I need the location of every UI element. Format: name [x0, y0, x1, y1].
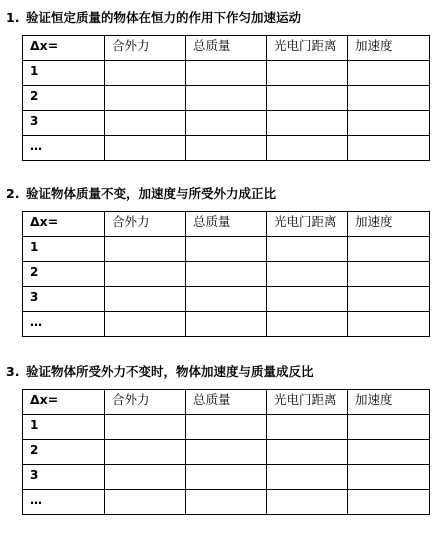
- table-cell: [186, 287, 267, 312]
- table-cell: [348, 136, 430, 161]
- section-title: 验证物体所受外力不变时，物体加速度与质量成反比: [26, 364, 314, 379]
- table-row: [23, 136, 430, 161]
- row-label: 1: [23, 237, 105, 262]
- row-label: …: [23, 312, 105, 337]
- table-cell: [348, 440, 430, 465]
- table-row: [23, 86, 430, 111]
- table-row: [23, 262, 430, 287]
- header-row: [23, 36, 430, 61]
- table-cell: [105, 415, 186, 440]
- header-cell-gate-distance: 光电门距离: [267, 390, 348, 415]
- row-label: 3: [23, 287, 105, 312]
- table-cell: [267, 287, 348, 312]
- table-row: [23, 490, 430, 515]
- table-cell: [186, 490, 267, 515]
- table-cell: [105, 312, 186, 337]
- header-cell-gate-distance: 光电门距离: [267, 36, 348, 61]
- table-cell: [348, 237, 430, 262]
- table-cell: [348, 86, 430, 111]
- table-cell: [105, 136, 186, 161]
- header-row: [23, 390, 430, 415]
- table-cell: [105, 262, 186, 287]
- header-cell-delta-x: Δx=: [23, 212, 105, 237]
- section-title: 验证物体质量不变，加速度与所受外力成正比: [26, 186, 277, 201]
- section-heading: [6, 364, 314, 380]
- header-cell-acceleration: 加速度: [348, 36, 430, 61]
- table-cell: [267, 61, 348, 86]
- row-label: …: [23, 490, 105, 515]
- table-cell: [186, 111, 267, 136]
- row-label: 2: [23, 86, 105, 111]
- table-cell: [186, 465, 267, 490]
- row-label: 2: [23, 262, 105, 287]
- header-row: [23, 212, 430, 237]
- header-cell-net-force: 合外力: [105, 36, 186, 61]
- row-label: 1: [23, 61, 105, 86]
- section-heading: [6, 186, 276, 202]
- header-cell-total-mass: 总质量: [186, 390, 267, 415]
- section-heading: [6, 10, 301, 26]
- data-table: [22, 35, 430, 161]
- table-row: [23, 237, 430, 262]
- table-cell: [105, 440, 186, 465]
- data-table: [22, 211, 430, 337]
- header-cell-delta-x: Δx=: [23, 390, 105, 415]
- table-cell: [105, 86, 186, 111]
- table-row: [23, 465, 430, 490]
- table-cell: [267, 86, 348, 111]
- table-cell: [267, 136, 348, 161]
- row-label: 3: [23, 465, 105, 490]
- data-table: [22, 389, 430, 515]
- table-cell: [348, 465, 430, 490]
- header-cell-net-force: 合外力: [105, 212, 186, 237]
- table-cell: [267, 111, 348, 136]
- table-cell: [186, 262, 267, 287]
- row-label: 3: [23, 111, 105, 136]
- row-label: 2: [23, 440, 105, 465]
- table-cell: [186, 237, 267, 262]
- header-cell-acceleration: 加速度: [348, 390, 430, 415]
- table-cell: [267, 490, 348, 515]
- table-cell: [267, 312, 348, 337]
- section-title: 验证恒定质量的物体在恒力的作用下作匀加速运动: [26, 10, 302, 25]
- table-cell: [186, 61, 267, 86]
- header-cell-delta-x: Δx=: [23, 36, 105, 61]
- header-cell-gate-distance: 光电门距离: [267, 212, 348, 237]
- table-row: [23, 61, 430, 86]
- table-cell: [348, 111, 430, 136]
- table-cell: [186, 440, 267, 465]
- table-cell: [348, 61, 430, 86]
- table-cell: [267, 262, 348, 287]
- table-cell: [186, 86, 267, 111]
- table-cell: [105, 287, 186, 312]
- table-row: [23, 440, 430, 465]
- table-row: [23, 312, 430, 337]
- table-cell: [267, 415, 348, 440]
- table-cell: [105, 61, 186, 86]
- table-row: [23, 111, 430, 136]
- table-cell: [348, 287, 430, 312]
- row-label: …: [23, 136, 105, 161]
- header-cell-total-mass: 总质量: [186, 36, 267, 61]
- table-cell: [105, 111, 186, 136]
- table-cell: [267, 440, 348, 465]
- table-cell: [186, 312, 267, 337]
- header-cell-acceleration: 加速度: [348, 212, 430, 237]
- table-cell: [348, 312, 430, 337]
- header-cell-net-force: 合外力: [105, 390, 186, 415]
- section-number: 2.: [6, 186, 20, 201]
- section-number: 1.: [6, 10, 20, 25]
- table-cell: [186, 415, 267, 440]
- table-row: [23, 287, 430, 312]
- table-cell: [348, 262, 430, 287]
- table-cell: [348, 415, 430, 440]
- row-label: 1: [23, 415, 105, 440]
- section-number: 3.: [6, 364, 20, 379]
- table-cell: [105, 490, 186, 515]
- table-cell: [105, 465, 186, 490]
- table-cell: [186, 136, 267, 161]
- header-cell-total-mass: 总质量: [186, 212, 267, 237]
- table-cell: [267, 237, 348, 262]
- table-cell: [105, 237, 186, 262]
- table-cell: [348, 490, 430, 515]
- table-cell: [267, 465, 348, 490]
- table-row: [23, 415, 430, 440]
